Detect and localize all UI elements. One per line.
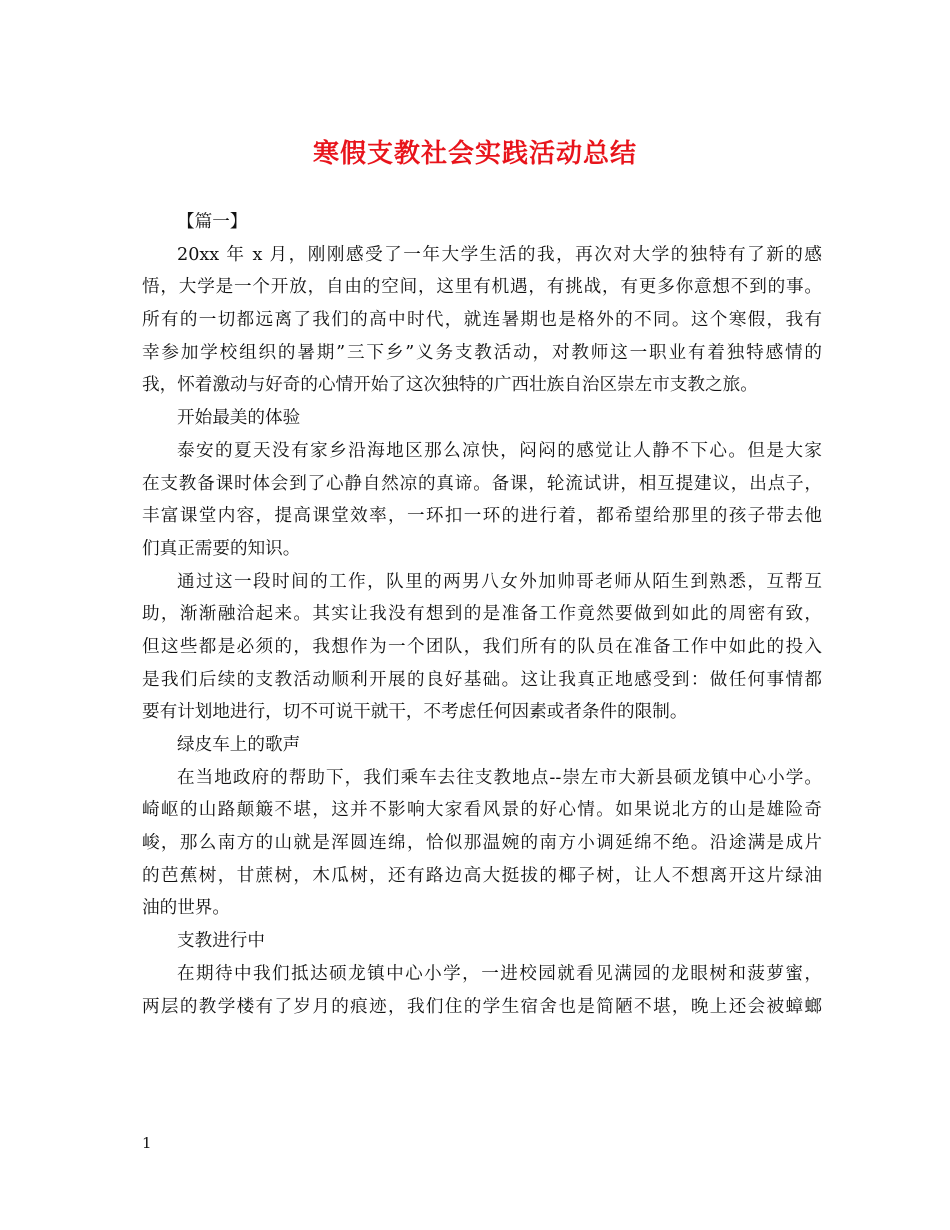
paragraph-line: 在支教备课时体会到了心静自然凉的真谛。备课，轮流试讲，相互提建议，出点子， [142,473,822,494]
document-title: 寒假支教社会实践活动总结 [312,139,637,169]
paragraph-line: 通过这一段时间的工作，队里的两男八女外加帅哥老师从陌生到熟悉，互帮互 [177,571,822,592]
paragraph-line: 所有的一切都远离了我们的高中时代，就连暑期也是格外的不同。这个寒假，我有 [142,310,822,331]
paragraph-line: 两层的教学楼有了岁月的痕迹，我们住的学生宿舍也是简陋不堪，晚上还会被蟑螂 [142,996,822,1017]
paragraph-line: 油的世界。 [142,898,230,919]
paragraph-line: 泰安的夏天没有家乡沿海地区那么凉快，闷闷的感觉让人静不下心。但是大家 [177,440,822,461]
paragraph-line: 我，怀着激动与好奇的心情开始了这次独特的广西壮族自治区崇左市支教之旅。 [142,375,758,396]
paragraph-line: 崎岖的山路颠簸不堪，这并不影响大家看风景的好心情。如果说北方的山是雄险奇 [142,800,822,821]
paragraph-line: 但这些都是必须的，我想作为一个团队，我们所有的队员在准备工作中如此的投入 [142,636,822,657]
paragraph-line: 是我们后续的支教活动顺利开展的良好基础。这让我真正地感受到：做任何事情都 [142,669,822,690]
paragraph-line: 在期待中我们抵达硕龙镇中心小学，一进校园就看见满园的龙眼树和菠萝蜜， [177,963,822,984]
paragraph-line: 助，渐渐融洽起来。其实让我没有想到的是准备工作竟然要做到如此的周密有致， [142,604,822,625]
paragraph-line: 们真正需要的知识。 [142,538,301,559]
paragraph-line: 在当地政府的帮助下，我们乘车去往支教地点--崇左市大新县硕龙镇中心小学。 [177,767,822,788]
paragraph-line: 的芭蕉树，甘蔗树，木瓜树，还有路边高大挺拔的椰子树，让人不想离开这片绿油 [142,865,822,886]
paragraph-line: 峻，那么南方的山就是浑圆连绵，恰似那温婉的南方小调延绵不绝。沿途满是成片 [142,833,822,854]
paragraph-line: 幸参加学校组织的暑期”三下乡”义务支教活动，对教师这一职业有着独特感情的 [142,342,822,363]
document-body [142,206,822,1023]
subheading: 开始最美的体验 [177,408,301,429]
paragraph-line: 丰富课堂内容，提高课堂效率，一环扣一环的进行着，都希望给那里的孩子带去他 [142,506,822,527]
paragraph-line: 悟，大学是一个开放，自由的空间，这里有机遇，有挑战，有更多你意想不到的事。 [142,277,822,298]
page-number: 1 [142,1134,152,1152]
paragraph-line: 要有计划地进行，切不可说干就干，不考虑任何因素或者条件的限制。 [142,702,688,723]
section-heading: 【篇一】 [177,212,248,232]
subheading: 绿皮车上的歌声 [177,735,301,755]
subheading: 支教进行中 [177,931,265,952]
paragraph-line: 20xx 年 x 月，刚刚感受了一年大学生活的我，再次对大学的独特有了新的感 [177,244,822,265]
